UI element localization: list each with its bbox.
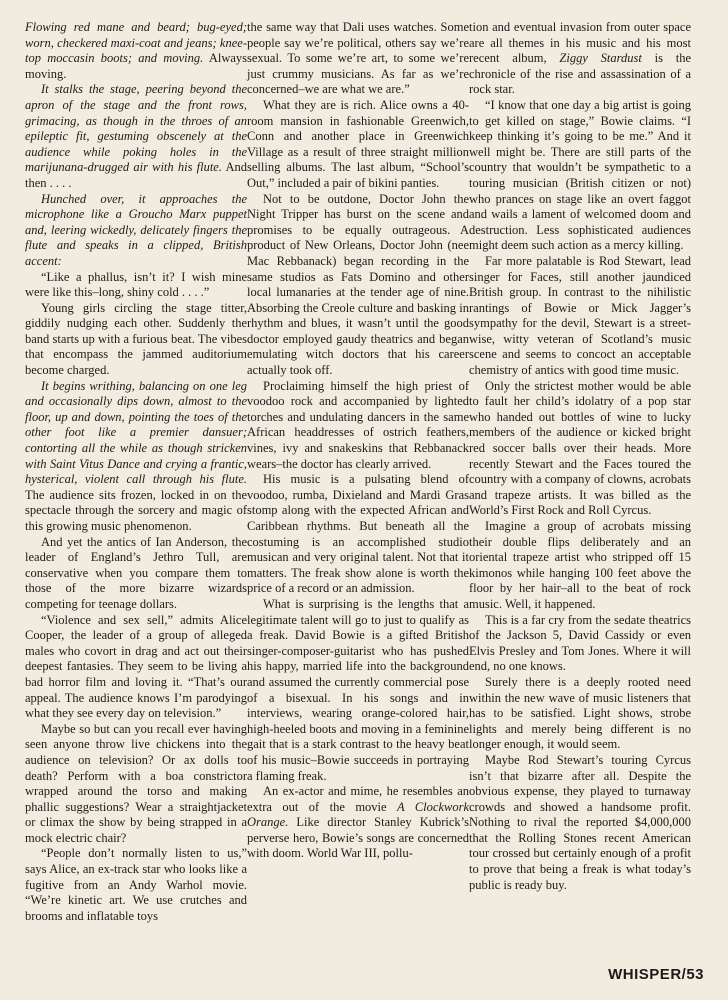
body-text: Surely there is a deeply rooted need within the new wave of music listeners that has to be satisfied. Light shows, strobe lights and merely being different is no longer enough, it would seem.: [469, 674, 691, 752]
page-folio: WHISPER/53: [608, 966, 704, 983]
article-paragraph: [25, 535, 247, 613]
body-text: Young girls circling the stage titter, giddily nudging each other. Suddenly the band starts up with a furious beat. The vibes that encompass the jammed auditorium become charged.: [25, 300, 247, 378]
article-paragraph: [469, 613, 691, 675]
body-text: Always moving.: [25, 51, 248, 81]
body-text: “Like a phallus, isn’t it? I wish mine were like this–long, shiny cold . . . .”: [25, 269, 247, 300]
body-text: And then . . . .: [25, 160, 247, 190]
article-paragraph: [469, 675, 691, 753]
article-paragraph: [469, 519, 691, 613]
body-text: “Violence and sex sell,” admits Alice Cooper, the leader of a group of alleged males who covort in drag and act out their deepest fantasies. They seem to be living a bad horror film and loving it. “That’s our appeal. The audience knows I’m parodying what they see every day on television.”: [25, 612, 247, 721]
text-column-2: [247, 20, 469, 862]
article-paragraph: [247, 20, 469, 98]
body-text: What they are is rich. Alice owns a 40-room mansion in fashionable Greenwich, Conn and another place in Greenwich Village as a result of three straight million selling albums. The last album, “School’s Out,” included a pair of bikini panties.: [247, 97, 469, 190]
body-text: Not to be outdone, Doctor John the Night Tripper has burst on the scene and promises to be equally outrageous. A product of New Orleans, Doctor John (nee Mac Rebbanack) began recording in the same studios as Fats Domino and other local lumanaries at the tender age of nine. Absorbing the Creole culture and basking in rhythm and blues, it wasn’t until the good doctor employed gaudy theatrics and began emulating witch doctors that his career actually took off.: [247, 191, 469, 378]
article-paragraph: [247, 192, 469, 379]
article-paragraph: [25, 379, 247, 535]
body-text: the same way that Dali uses watches. Some people say we’re political, others say we’re sexual. To some we’re art, to some we’re just crummy musicians. As far as we’re concerned–we are what we are.”: [247, 20, 469, 97]
body-text: is the chronicle of the rise and assassination of a rock star.: [469, 51, 692, 97]
body-text: “People don’t normally listen to us,” says Alice, an ex-track star who looks like a fugitive from an Andy Warhol movie. “We’re kinetic art. We use crutches and brooms and inflatable toys: [25, 846, 247, 923]
article-paragraph: [247, 784, 469, 862]
article-paragraph: [247, 597, 469, 784]
article-paragraph: [469, 98, 691, 254]
body-text: Like director Stanley Kubrick’s perverse hero, Bowie’s songs are concerned with doom. World War III, pollu-: [247, 815, 469, 861]
italic-text: A Clockwork Orange.: [247, 799, 469, 830]
article-paragraph: [25, 82, 247, 191]
article-paragraph: [469, 20, 691, 98]
body-text: The audience sits frozen, locked in on the spectacle through the sorcery and magic of this growing music phenomenon.: [25, 487, 247, 533]
body-text: This is a far cry from the sedate theatrics of the Jackson 5, David Cassidy or even Elvis Presley and Tom Jones. Where it will end, no one knows.: [469, 612, 691, 674]
italic-text: It begins writhing, balancing on one leg and occasionally dips down, almost to the floor, up and down, pointing the toes of the other foot like a premier dansuer; contorting all the while as though stricken with Saint Vitus Dance and crying a frantic, hysterical, violent call through his flute.: [25, 378, 247, 487]
body-text: What is surprising is the lengths that a legitimate talent will go to just to qualify as a freak. David Bowie is a gifted British singer-composer-guitarist who has pushed his happy, married life into the background and assumed the currently commercial pose of a bisexual. In his songs and in interviews, wearing orange-colored hair, high-heeled boots and moving in a feminine gait that is a stark contrast to the heavy beat of his music–Bowie succeeds in portraying a flaming freak.: [247, 596, 469, 783]
article-paragraph: [25, 613, 247, 722]
article-paragraph: [25, 20, 247, 82]
body-text: Maybe so but can you recall ever having seen anyone throw live chickens into the audience on television? Or ax dolls to death? Perform with a boa constrictor wrapped around the torso and making phallic suggestions? Wear a straightjacket or climax the show by being strapped in a mock electric chair?: [25, 721, 247, 845]
body-text: Far more palatable is Rod Stewart, lead singer for Faces, still another jaundiced British group. In contrast to the nihilistic rantings of Bowie or Mick Jagger’s sympathy for the devil, Stewart is a street-wise, witty veteran of Scotland’s music scene and seems to concoct an acceptable chemistry of antics with good time music.: [469, 253, 691, 378]
article-paragraph: [25, 301, 247, 379]
article-paragraph: [25, 846, 247, 924]
italic-text: Hunched over, it approaches the microphone like a Groucho Marx puppet and, leering wickedly, delicately fingers the flute and speaks in a clipped, British accent:: [25, 191, 247, 268]
article-paragraph: [25, 270, 247, 301]
text-column-3: [469, 20, 691, 893]
italic-text: Ziggy Stardust: [559, 51, 642, 66]
body-text: Only the strictest mother would be able to fault her child’s idolatry of a pop star who handed out bottles of wine to lucky members of the audience or kicked bright red soccer balls over their heads. More recently Stewart and the Faces toured the country with a company of clowns, acrobats and trapeze artists. It was billed as the World’s First Rock and Roll Cyrcus.: [469, 378, 691, 518]
body-text: Imagine a group of acrobats missing their double flips deliberately and an oriental trapeze artist who stripped off 15 kimonos while hanging 100 feet above the floor by her hair–all to the beat of rock music. Well, it happened.: [469, 519, 691, 611]
italic-text: It stalks the stage, peering beyond the apron of the stage and the front rows, grimacing, as though in the throes of an epileptic fit, gestuming obscenely at the audience while poking holes in the marijunana-drugged air with his flute.: [25, 82, 247, 175]
article-paragraph: [469, 753, 691, 893]
body-text: And yet the antics of Ian Anderson, the leader of England’s Jethro Tull, are conservative when you compare them to those of the more bizarre wizards competing for teenage dollars.: [25, 534, 247, 611]
body-text: tion and eventual invasion from outer space are all themes in his music and his most recent album,: [469, 20, 691, 66]
article-paragraph: [247, 379, 469, 473]
article-paragraph: [25, 192, 247, 270]
article-paragraph: [247, 98, 469, 192]
body-text: His music is a pulsating blend of voodoo, rumba, Dixieland and Mardi Gras stomp along with the expected African and Caribbean rhythms. But beneath all the costuming is an accomplished studio musican and very original talent. Not that it matters. The freak show alone is worth the price of a record or an admission.: [247, 472, 469, 596]
article-paragraph: [469, 254, 691, 379]
text-column-1: [25, 20, 247, 924]
article-paragraph: [25, 722, 247, 847]
body-text: Maybe Rod Stewart’s touring Cyrcus isn’t that bizarre after all. Despite the obvious expense, they played to turnaway crowds and showed a handsome profit. Nothing to rival the reported $4,000,000 that the Rolling Stones recent American tour crossed but certainly enough of a profit to prove that being a freak is what today’s public is ready buy.: [469, 752, 691, 892]
body-text: “I know that one day a big artist is going to get killed on stage,” Bowie claims. “I keep thinking it’s going to be me.” And it well might be. There are still parts of the country that wouldn’t be sympathetic to a touring musician (British citizen or not) who prances on stage like an overt faggot and wails a lament of welcomed doom and destruction. Less sophisticated audiences might deem such action as a mercy killing.: [469, 97, 691, 253]
italic-text: Flowing red mane and beard; bug-eyed; worn, checkered maxi-coat and jeans; knee-top moccasin boots; and moving.: [25, 20, 247, 66]
article-paragraph: [247, 472, 469, 597]
body-text: Proclaiming himself the high priest of voodoo rock and accompanied by lighted torches and undulating dancers in the same African headdresses of ostrich feathers, vines, ivy and snakeskins that Rebbanack wears–the doctor has clearly arrived.: [247, 378, 469, 471]
article-paragraph: [469, 379, 691, 519]
body-text: An ex-actor and mime, he resembles an extra out of the movie: [247, 784, 469, 814]
